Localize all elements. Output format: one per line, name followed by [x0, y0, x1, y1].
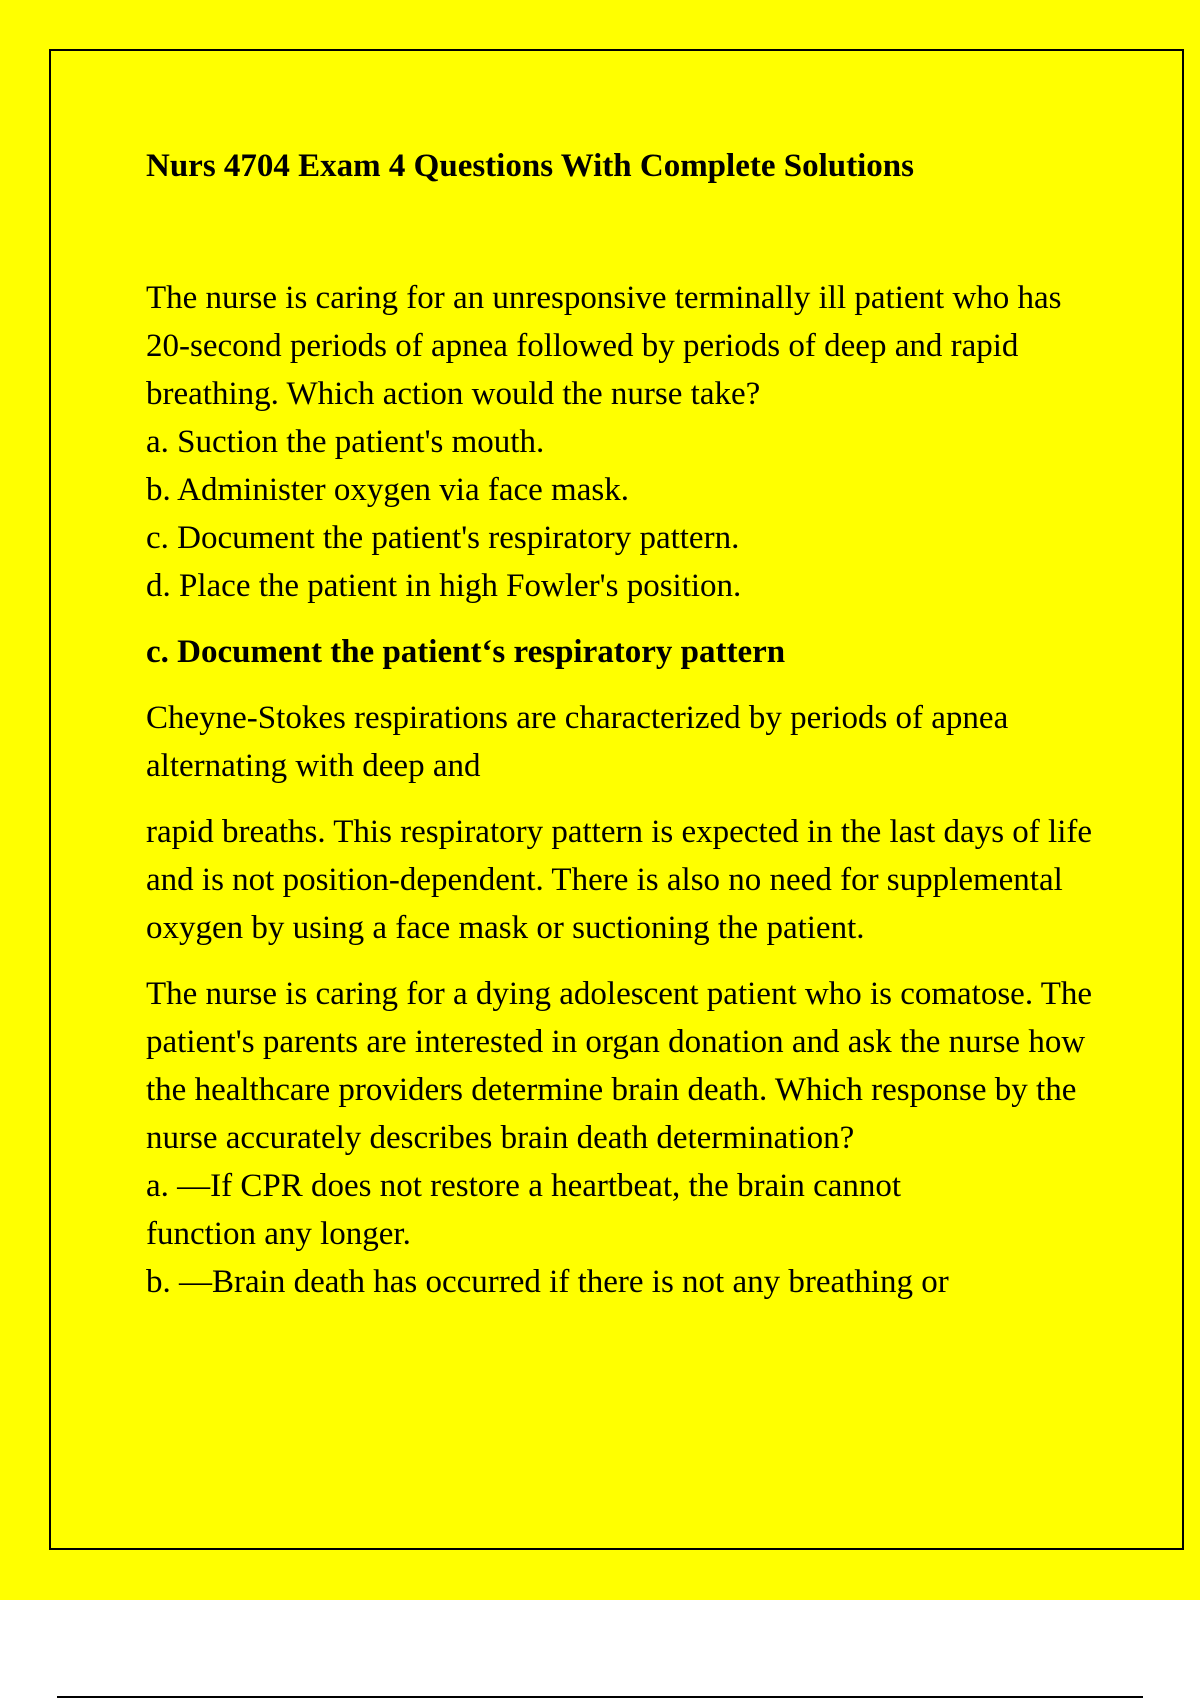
question-1-option-b: b. Administer oxygen via face mask.	[146, 472, 629, 508]
question-2-stem: The nurse is caring for a dying adolescent patient who is comatose. The patient's parents are interested in organ donation and ask the nurse how the healthcare providers determine brain death. Which response by the nurse accurately describes brain death determination?	[146, 976, 1093, 1156]
question-1-option-a: a. Suction the patient's mouth.	[146, 424, 545, 460]
document-title: Nurs 4704 Exam 4 Questions With Complete Solutions	[146, 148, 914, 184]
question-1-option-c: c. Document the patient's respiratory pattern.	[146, 520, 740, 556]
question-1-option-d: d. Place the patient in high Fowler's position.	[146, 568, 742, 604]
question-1-explanation-part-1: Cheyne-Stokes respirations are characterized by periods of apnea alternating with deep and	[146, 700, 1009, 784]
bottom-rule-line	[57, 1696, 1143, 1698]
question-1-stem: The nurse is caring for an unresponsive terminally ill patient who has 20-second periods of apnea followed by periods of deep and rapid breathing. Which action would the nurse take?	[146, 280, 1062, 412]
document-content	[146, 140, 1106, 1306]
question-2-option-a: a. —If CPR does not restore a heartbeat, the brain cannot function any longer.	[146, 1168, 902, 1252]
question-1-answer: c. Document the patient‘s respiratory pattern	[146, 634, 786, 670]
question-1-explanation-part-2: rapid breaths. This respiratory pattern is expected in the last days of life and is not position-dependent. There is also no need for supplemental oxygen by using a face mask or suctioning the patient.	[146, 814, 1093, 946]
question-2-option-b: b. —Brain death has occurred if there is not any breathing or	[146, 1264, 949, 1300]
